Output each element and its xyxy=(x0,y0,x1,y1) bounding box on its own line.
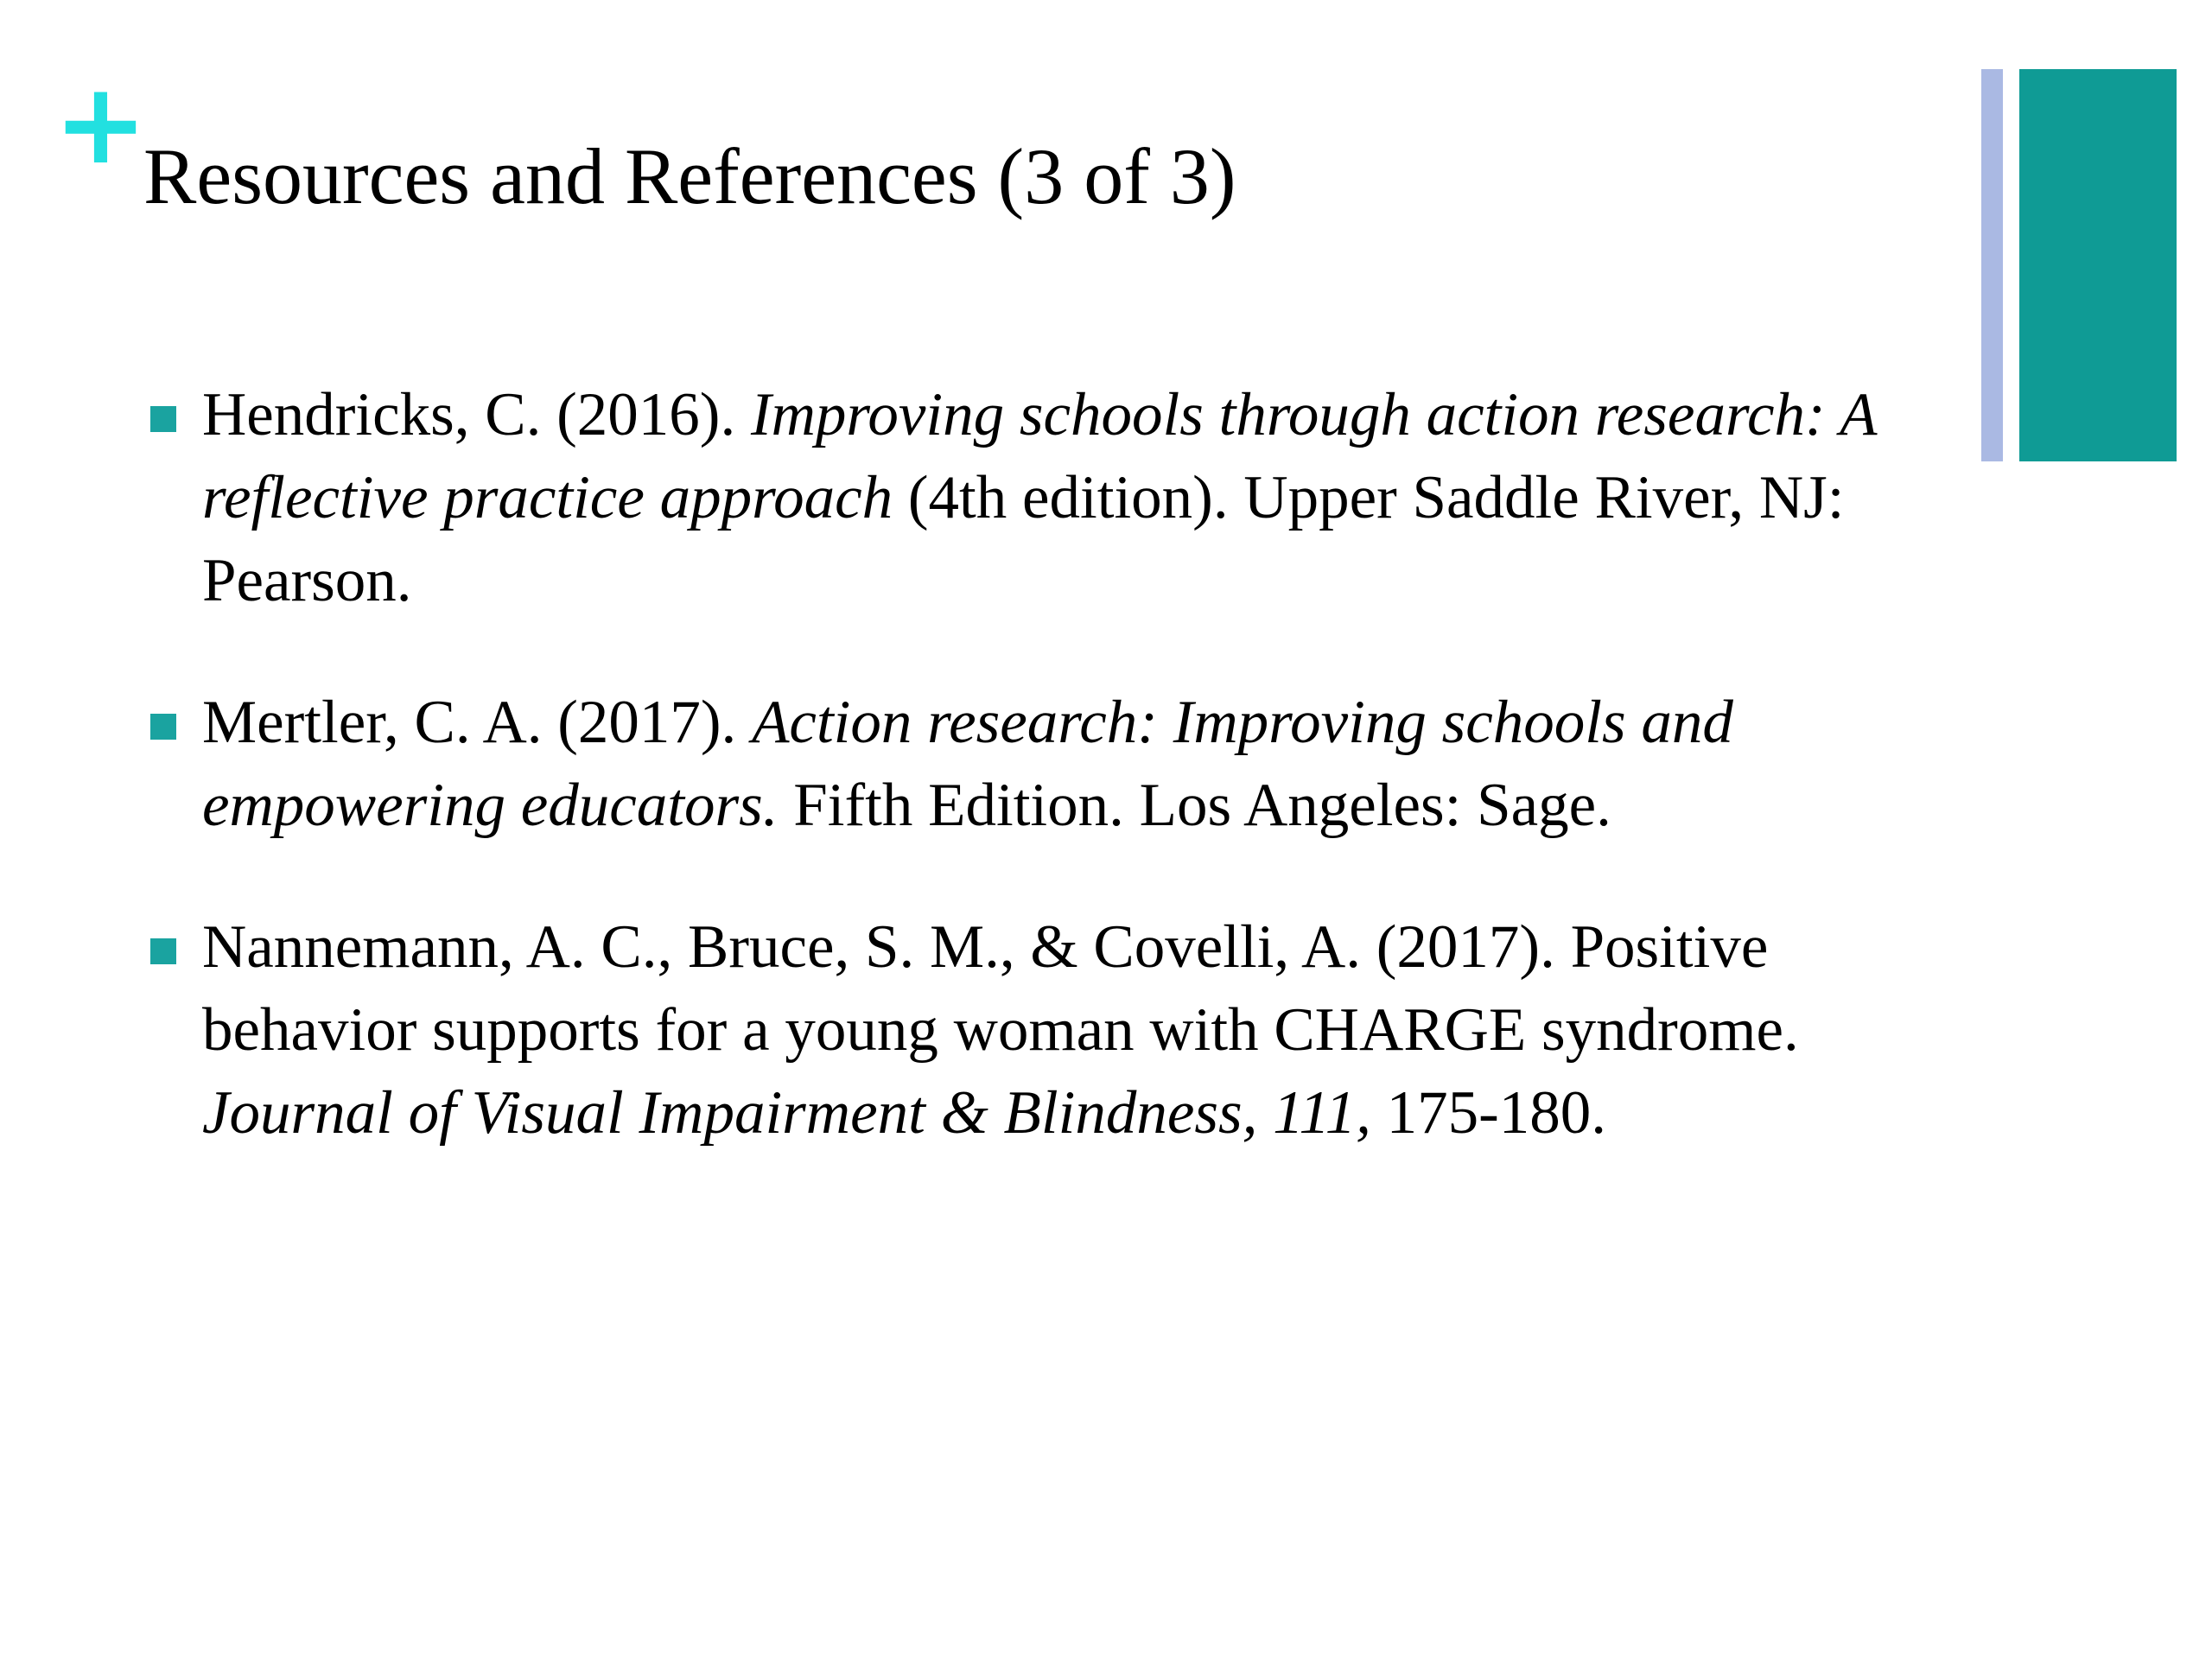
square-bullet-icon xyxy=(150,406,176,432)
square-bullet-icon xyxy=(150,714,176,740)
reference-title: Action research: Improving schools and empowering educators. xyxy=(202,689,1733,839)
reference-title: Journal of Visual Impairment & Blindness, 111, xyxy=(202,1079,1371,1147)
reference-item-hendricks xyxy=(147,373,1944,622)
square-bullet-icon xyxy=(150,938,176,964)
reference-title: Improving schools through action research: A reflective practice approach xyxy=(202,381,1877,531)
reference-list xyxy=(147,373,1944,1213)
reference-publisher: Fifth Edition. Los Angeles: Sage. xyxy=(778,772,1611,839)
reference-item-nannemann xyxy=(147,906,1944,1154)
reference-item-mertler xyxy=(147,681,1944,847)
plus-mark: + xyxy=(54,58,148,189)
reference-pages: 175-180. xyxy=(1370,1079,1607,1147)
accent-bar-thin xyxy=(1981,69,2003,461)
reference-authors: Nannemann, A. C., Bruce, S. M., & Covelli, A. (2017). Positive behavior supports for a young woman with CHARGE syndrome. xyxy=(202,913,1799,1064)
reference-publisher: (4th edition). Upper Saddle River, NJ: Pearson. xyxy=(202,464,1845,614)
accent-bar-wide xyxy=(2019,69,2177,461)
reference-authors: Mertler, C. A. (2017). xyxy=(202,689,753,756)
reference-text xyxy=(202,689,1733,839)
reference-text xyxy=(202,381,1876,614)
slide-title: Resources and References (3 of 3) xyxy=(143,132,1236,220)
reference-authors: Hendricks, C. (2016). xyxy=(202,381,751,448)
reference-text xyxy=(202,913,1799,1147)
